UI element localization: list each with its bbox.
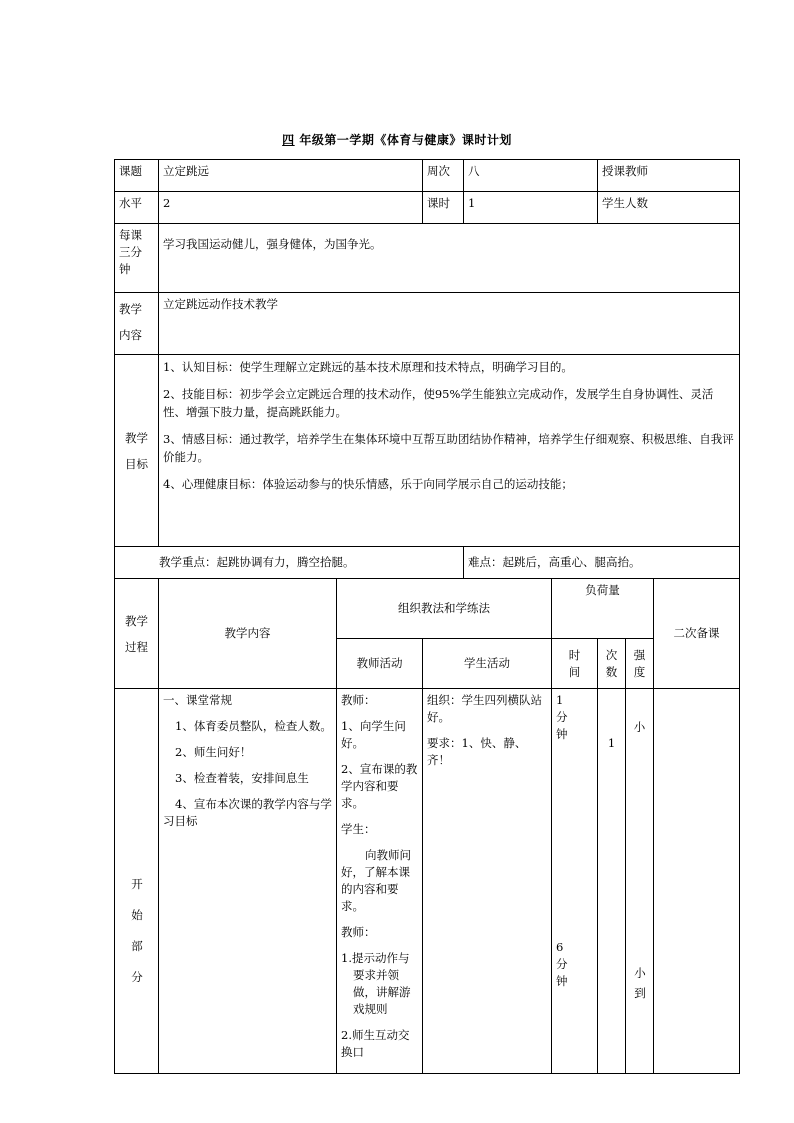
content-header: 教学内容 <box>159 579 337 689</box>
daily-text: 学习我国运动健儿，强身健体，为国争光。 <box>159 224 740 293</box>
teacher-line: 1、向学生问好。 <box>341 719 406 750</box>
opening-second-prep <box>654 689 740 1074</box>
objective-item: 4、心理健康目标：体验运动参与的快乐情感，乐于向同学展示自己的运动技能； <box>163 477 573 491</box>
page-title <box>0 131 794 148</box>
content-label-line: 教学 <box>119 302 142 316</box>
time-header <box>552 639 598 689</box>
time2-line: 分 <box>556 957 568 971</box>
daily-label-line: 三分 <box>119 245 142 259</box>
week-value: 八 <box>464 160 598 192</box>
opening-section-label <box>115 689 159 1074</box>
content-label-line: 内容 <box>119 328 142 342</box>
time1-line: 分 <box>556 710 568 724</box>
second-prep-header: 二次备课 <box>654 579 740 689</box>
opening-intensity <box>626 689 654 1074</box>
content-text: 立定跳远动作技术教学 <box>159 293 740 355</box>
teacher-label: 授课教师 <box>598 160 740 192</box>
daily-label <box>115 224 159 293</box>
time-header-line: 间 <box>568 664 581 679</box>
objectives-list <box>159 355 740 547</box>
objective-item: 1、认知目标：使学生理解立定跳远的基本技术原理和技术特点，明确学习目的。 <box>163 360 573 374</box>
process-label <box>115 579 159 689</box>
process-label-line: 过程 <box>125 639 148 654</box>
process-label-line: 教学 <box>125 613 148 628</box>
time-header-line: 时 <box>568 647 581 662</box>
student-line: 组织：学生四列横队站好。 <box>427 693 543 724</box>
opening-content-item: 1、体育委员整队，检查人数。 <box>175 719 332 733</box>
opening-label-char: 开 <box>131 877 143 891</box>
teacher-line: 学生： <box>341 822 376 836</box>
opening-content-head: 一、课堂常规 <box>163 693 232 707</box>
opening-content-item: 4、宣布本次课的教学内容与学习目标 <box>163 797 332 828</box>
objective-item: 2、技能目标：初步学会立定跳远合理的技术动作，使95%学生能独立完成动作，发展学生自身协调性、灵活性、增强下肢力量，提高跳跃能力。 <box>163 387 714 419</box>
period-label: 课时 <box>423 192 464 224</box>
times-header <box>598 639 626 689</box>
level-label: 水平 <box>115 192 159 224</box>
times-header-line: 次 <box>605 647 618 662</box>
intensity-header <box>626 639 654 689</box>
daily-label-line: 每课 <box>119 228 142 242</box>
opening-student-activity <box>423 689 552 1074</box>
week-label: 周次 <box>423 160 464 192</box>
time1-line: 钟 <box>556 727 568 741</box>
difficulty: 难点：起跳后，高重心、腿高抬。 <box>464 547 740 579</box>
opening-time <box>552 689 598 1074</box>
method-header: 组织教法和学练法 <box>337 579 552 639</box>
intensity-header-line: 强 <box>633 647 646 662</box>
times-header-line: 数 <box>605 664 618 679</box>
time1-line: 1 <box>556 693 564 707</box>
teacher-line: 教师： <box>341 925 376 939</box>
objective-item: 3、情感目标：通过教学，培养学生在集体环境中互帮互助团结协作精神，培养学生仔细观察、积极思维、自我评价能力。 <box>163 432 734 464</box>
objectives-label-line: 目标 <box>125 456 148 471</box>
lesson-plan-table <box>114 159 740 1074</box>
opening-label-char: 部 <box>131 939 143 953</box>
opening-content-item: 3、检查着装，安排间息生 <box>175 771 309 785</box>
student-activity-header: 学生活动 <box>423 639 552 689</box>
title-text: 年级第一学期《体育与健康》课时计划 <box>299 133 512 147</box>
objectives-label <box>115 355 159 547</box>
time2-line: 6 <box>556 940 564 954</box>
topic-label: 课题 <box>115 160 159 192</box>
opening-content-item: 2、师生问好！ <box>175 745 252 759</box>
teacher-line: 2.师生互动交换口 <box>341 1028 410 1059</box>
student-count-label: 学生人数 <box>598 192 740 224</box>
teacher-line: 向教师问好，了解本课的内容和要求。 <box>341 848 411 913</box>
opening-count: 1 <box>598 689 626 1074</box>
intensity1: 小 <box>633 720 646 734</box>
opening-label-char: 分 <box>131 970 143 984</box>
opening-teacher-activity <box>337 689 423 1074</box>
intensity2-line: 小 <box>634 966 646 980</box>
intensity-header-line: 度 <box>633 664 646 679</box>
key-point: 教学重点：起跳协调有力，腾空拾腿。 <box>115 547 464 579</box>
grade-number: 四 <box>282 133 295 147</box>
student-line: 要求：1、快、静、齐！ <box>427 736 527 767</box>
topic-value: 立定跳远 <box>159 160 423 192</box>
level-value: 2 <box>159 192 423 224</box>
time2-line: 钟 <box>556 974 568 988</box>
opening-label-char: 始 <box>131 908 143 922</box>
teacher-activity-header: 教师活动 <box>337 639 423 689</box>
daily-label-line: 钟 <box>119 262 131 276</box>
teacher-line: 2、宣布课的教学内容和要求。 <box>341 762 418 810</box>
intensity2-line: 到 <box>634 986 646 1000</box>
load-header: 负荷量 <box>552 579 654 639</box>
objectives-label-line: 教学 <box>125 430 148 445</box>
teacher-line: 教师： <box>341 693 376 707</box>
content-label <box>115 293 159 355</box>
opening-content <box>159 689 337 1074</box>
period-value: 1 <box>464 192 598 224</box>
teacher-line: 1.提示动作与要求并领做，讲解游戏规则 <box>341 951 411 1016</box>
